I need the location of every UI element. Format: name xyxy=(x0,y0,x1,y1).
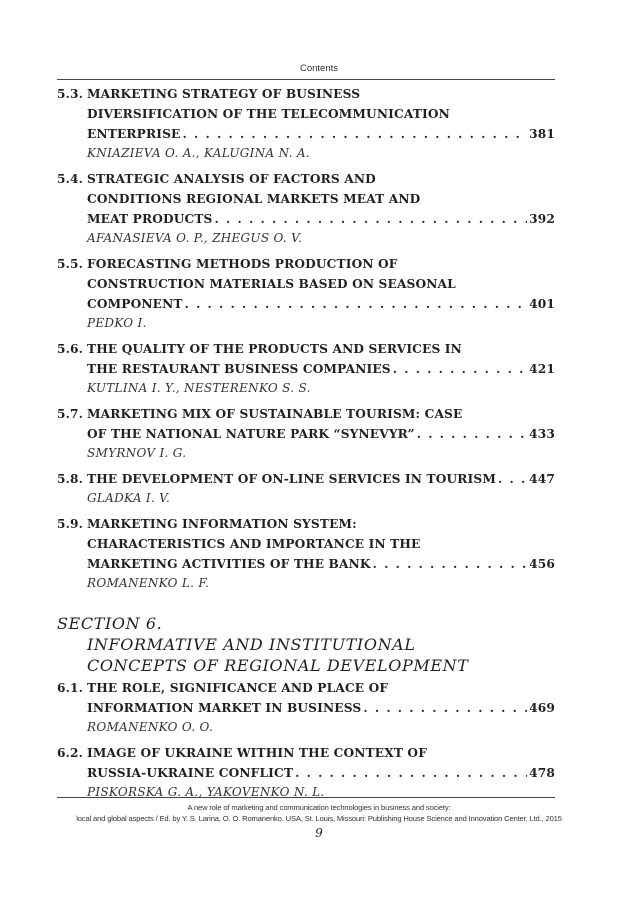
entry-authors: KNIAZIEVA O. A., KALUGINA N. A. xyxy=(87,146,310,160)
entry-title-line: OF THE NATIONAL NATURE PARK “SYNEVYR” xyxy=(87,427,415,441)
entry-title-line: STRATEGIC ANALYSIS OF FACTORS AND xyxy=(87,172,376,186)
entry-authors: ROMANENKO L. F. xyxy=(87,576,210,590)
entry-title-line: DIVERSIFICATION OF THE TELECOMMUNICATION xyxy=(87,107,450,121)
entry-title-line: INFORMATION MARKET IN BUSINESS xyxy=(87,701,362,715)
entry-number: 5.7. xyxy=(57,407,84,421)
entry-authors: ROMANENKO O. O. xyxy=(87,720,214,734)
dot-leader xyxy=(185,294,528,314)
entry-title-line: FORECASTING METHODS PRODUCTION OF xyxy=(87,257,398,271)
entry-number: 5.9. xyxy=(57,517,84,531)
entry-number: 5.5. xyxy=(57,257,84,271)
entry-title-line: THE ROLE, SIGNIFICANCE AND PLACE OF xyxy=(87,681,389,695)
toc-entry-5-5[interactable] xyxy=(57,254,555,333)
toc-entry-5-8[interactable] xyxy=(57,469,555,508)
page-number: 447 xyxy=(529,472,555,486)
citation-line: local and global aspects / Ed. by Y. S. Larina, O. O. Romanenko. USA, St. Louis, Missouri: Publishing House Science and Innovation Center, Ltd., 2015 xyxy=(76,814,562,823)
dot-leader xyxy=(393,359,527,379)
table-of-contents xyxy=(57,84,555,808)
dot-leader xyxy=(373,554,527,574)
entry-number: 6.2. xyxy=(57,746,84,760)
entry-title-line: MARKETING MIX OF SUSTAINABLE TOURISM: CASE xyxy=(87,407,463,421)
entry-number: 5.8. xyxy=(57,472,84,486)
section-number: SECTION 6. xyxy=(57,614,163,633)
entry-title-line: MARKETING ACTIVITIES OF THE BANK xyxy=(87,557,371,571)
entry-authors: SMYRNOV I. G. xyxy=(87,446,187,460)
entry-number: 5.3. xyxy=(57,87,84,101)
toc-entry-5-4[interactable] xyxy=(57,169,555,248)
toc-entry-5-7[interactable] xyxy=(57,404,555,463)
top-rule xyxy=(57,79,555,80)
bottom-rule xyxy=(57,797,555,798)
running-head: Contents xyxy=(299,63,339,74)
section-heading[interactable] xyxy=(57,613,555,676)
toc-entry-6-2[interactable] xyxy=(57,743,555,802)
toc-entry-5-9[interactable] xyxy=(57,514,555,593)
toc-entry-5-6[interactable] xyxy=(57,339,555,398)
page-number: 381 xyxy=(529,127,555,141)
entry-title-line: THE DEVELOPMENT OF ON-LINE SERVICES IN TOURISM xyxy=(87,472,496,486)
entry-title-line: THE RESTAURANT BUSINESS COMPANIES xyxy=(87,362,391,376)
dot-leader xyxy=(417,424,527,444)
page-number: 456 xyxy=(529,557,555,571)
section-title-line: CONCEPTS OF REGIONAL DEVELOPMENT xyxy=(87,656,469,675)
dot-leader xyxy=(363,698,527,718)
entry-number: 5.6. xyxy=(57,342,84,356)
entry-title-line: CONDITIONS REGIONAL MARKETS MEAT AND xyxy=(87,192,421,206)
entry-authors: PISKORSKA G. A., YAKOVENKO N. L. xyxy=(87,785,325,799)
page-number: 433 xyxy=(529,427,555,441)
dot-leader xyxy=(183,124,528,144)
entry-title-line: ENTERPRISE xyxy=(87,127,181,141)
entry-title-line: THE QUALITY OF THE PRODUCTS AND SERVICES IN xyxy=(87,342,462,356)
page-number: 401 xyxy=(529,297,555,311)
entry-authors: GLADKA I. V. xyxy=(87,491,171,505)
entry-title-line: IMAGE OF UKRAINE WITHIN THE CONTEXT OF xyxy=(87,746,428,760)
page-number: 421 xyxy=(529,362,555,376)
dot-leader xyxy=(295,763,527,783)
entry-title-line: COMPONENT xyxy=(87,297,183,311)
toc-entry-5-3[interactable] xyxy=(57,84,555,163)
entry-title-line: MEAT PRODUCTS xyxy=(87,212,213,226)
entry-number: 6.1. xyxy=(57,681,84,695)
page-folio: 9 xyxy=(315,826,323,840)
entry-title-line: CONSTRUCTION MATERIALS BASED ON SEASONAL xyxy=(87,277,456,291)
entry-title-line: RUSSIA-UKRAINE CONFLICT xyxy=(87,766,294,780)
entry-title-line: CHARACTERISTICS AND IMPORTANCE IN THE xyxy=(87,537,421,551)
entry-authors: KUTLINA I. Y., NESTERENKO S. S. xyxy=(87,381,311,395)
section-title-line: INFORMATIVE AND INSTITUTIONAL xyxy=(87,635,416,654)
citation-footer xyxy=(0,802,638,824)
page-number: 469 xyxy=(529,701,555,715)
entry-authors: AFANASIEVA O. P., ZHEGUS O. V. xyxy=(87,231,303,245)
entry-title-line: MARKETING INFORMATION SYSTEM: xyxy=(87,517,357,531)
entry-number: 5.4. xyxy=(57,172,84,186)
page-number: 392 xyxy=(529,212,555,226)
dot-leader xyxy=(215,209,528,229)
page-number: 478 xyxy=(529,766,555,780)
citation-line: A new role of marketing and communication technologies in business and society: xyxy=(187,803,451,812)
toc-entry-6-1[interactable] xyxy=(57,678,555,737)
dot-leader xyxy=(498,469,527,489)
entry-authors: PEDKO I. xyxy=(87,316,147,330)
entry-title-line: MARKETING STRATEGY OF BUSINESS xyxy=(87,87,361,101)
